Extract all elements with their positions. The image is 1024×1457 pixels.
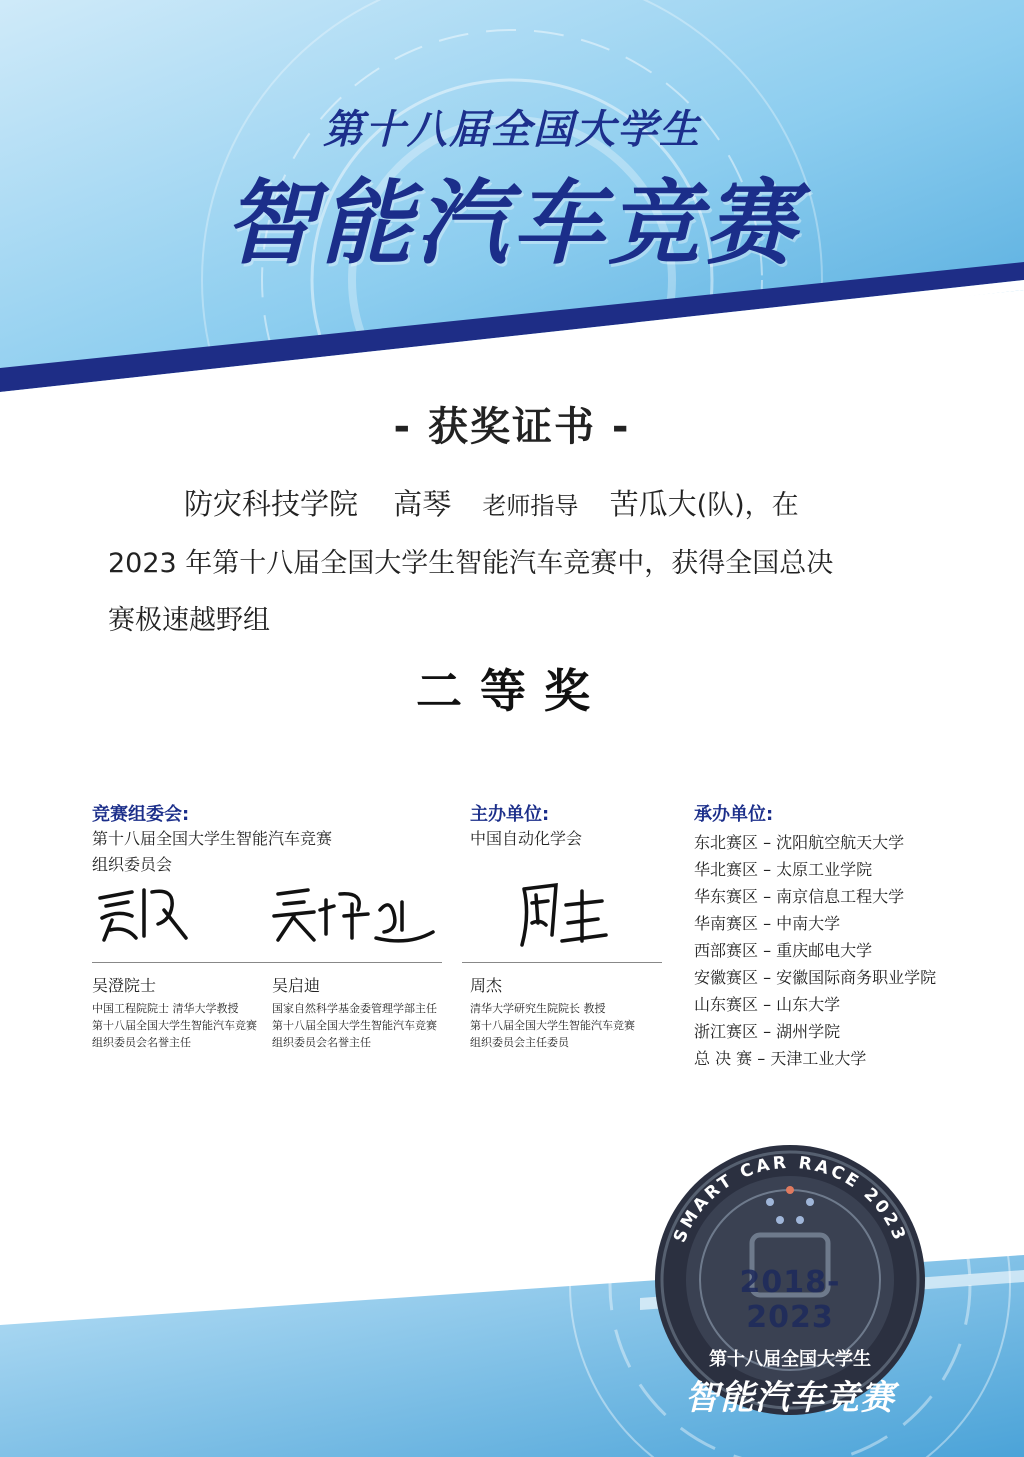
host-item: 安徽赛区 – 安徽国际商务职业学院 — [694, 968, 937, 987]
badge-ring-text — [660, 1150, 920, 1270]
badge-title: 智能汽车竞赛 — [685, 1378, 895, 1418]
host-item: 西部赛区 – 重庆邮电大学 — [694, 941, 873, 960]
host-item: 华南赛区 – 中南大学 — [694, 914, 841, 933]
team-suffix: (队)，在 — [696, 490, 799, 521]
badge-ring-label: SMART CAR RACE 2023 — [669, 1152, 911, 1246]
header-subtitle: 第十八届全国大学生 — [323, 107, 701, 153]
header-title: 智能汽车竞赛 — [223, 170, 800, 277]
person-desc-2: 第十八届全国大学生智能汽车竞赛 — [272, 1019, 437, 1032]
svg-text:SMART CAR RACE 2023 — [670, 1153, 910, 1246]
committee-signature-line — [92, 962, 442, 963]
committee-name — [92, 826, 332, 878]
host-item: 华东赛区 – 南京信息工程大学 — [694, 887, 905, 906]
person-name: 吴澄院士 — [92, 976, 157, 995]
body-line-1 — [108, 476, 938, 535]
host-item: 华北赛区 – 太原工业学院 — [694, 860, 873, 879]
sponsor-org: 中国自动化学会 — [470, 829, 583, 848]
certificate-title: - 获奖证书 - — [393, 404, 631, 450]
committee-heading: 竞赛组委会: — [92, 804, 190, 825]
signature-zhou-jie — [510, 875, 620, 955]
host-item: 浙江赛区 – 湖州学院 — [694, 1022, 841, 1041]
person-desc-3: 组织委员会主任委员 — [470, 1036, 569, 1049]
person-desc-2: 第十八届全国大学生智能汽车竞赛 — [470, 1019, 635, 1032]
teacher-suffix: 老师指导 — [482, 492, 579, 520]
person-name: 周杰 — [470, 976, 503, 995]
school-name: 防灾科技学院 — [184, 487, 359, 521]
person-name: 吴启迪 — [272, 976, 321, 995]
sponsor-signature-line — [462, 962, 662, 963]
hosts-heading: 承办单位: — [694, 804, 774, 825]
host-item: 总 决 赛 – 天津工业大学 — [694, 1049, 867, 1068]
badge-subtitle: 第十八届全国大学生 — [709, 1349, 871, 1370]
person-desc-3: 组织委员会名誉主任 — [272, 1036, 371, 1049]
body-line-2: 2023 年第十八届全国大学生智能汽车竞赛中，获得全国总决 — [108, 548, 834, 579]
hosts-list — [694, 829, 936, 1072]
person-desc-1: 中国工程院院士 清华大学教授 — [92, 1002, 239, 1015]
committee-line-1: 第十八届全国大学生智能汽车竞赛 — [92, 829, 333, 848]
person-wu-cheng — [92, 973, 257, 1051]
person-zhou-jie — [470, 973, 635, 1051]
sponsor-heading: 主办单位: — [470, 804, 550, 825]
badge-years: 2018-2023 — [739, 1265, 841, 1335]
person-desc-1: 国家自然科学基金委管理学部主任 — [272, 1002, 437, 1015]
host-item: 东北赛区 – 沈阳航空航天大学 — [694, 833, 905, 852]
body-line-3: 赛极速越野组 — [108, 605, 270, 636]
person-desc-3: 组织委员会名誉主任 — [92, 1036, 191, 1049]
certificate-body — [108, 476, 938, 649]
signature-wu-qidi — [268, 880, 438, 950]
person-desc-1: 清华大学研究生院院长 教授 — [470, 1002, 606, 1015]
team-name: 苦瓜大 — [609, 487, 697, 521]
committee-line-2: 组织委员会 — [92, 855, 173, 874]
award-level: 二等奖 — [416, 664, 608, 718]
signature-wu-cheng — [92, 880, 202, 950]
host-item: 山东赛区 – 山东大学 — [694, 995, 841, 1014]
person-desc-2: 第十八届全国大学生智能汽车竞赛 — [92, 1019, 257, 1032]
teacher-name: 高琴 — [393, 487, 452, 521]
person-wu-qidi — [272, 973, 437, 1051]
